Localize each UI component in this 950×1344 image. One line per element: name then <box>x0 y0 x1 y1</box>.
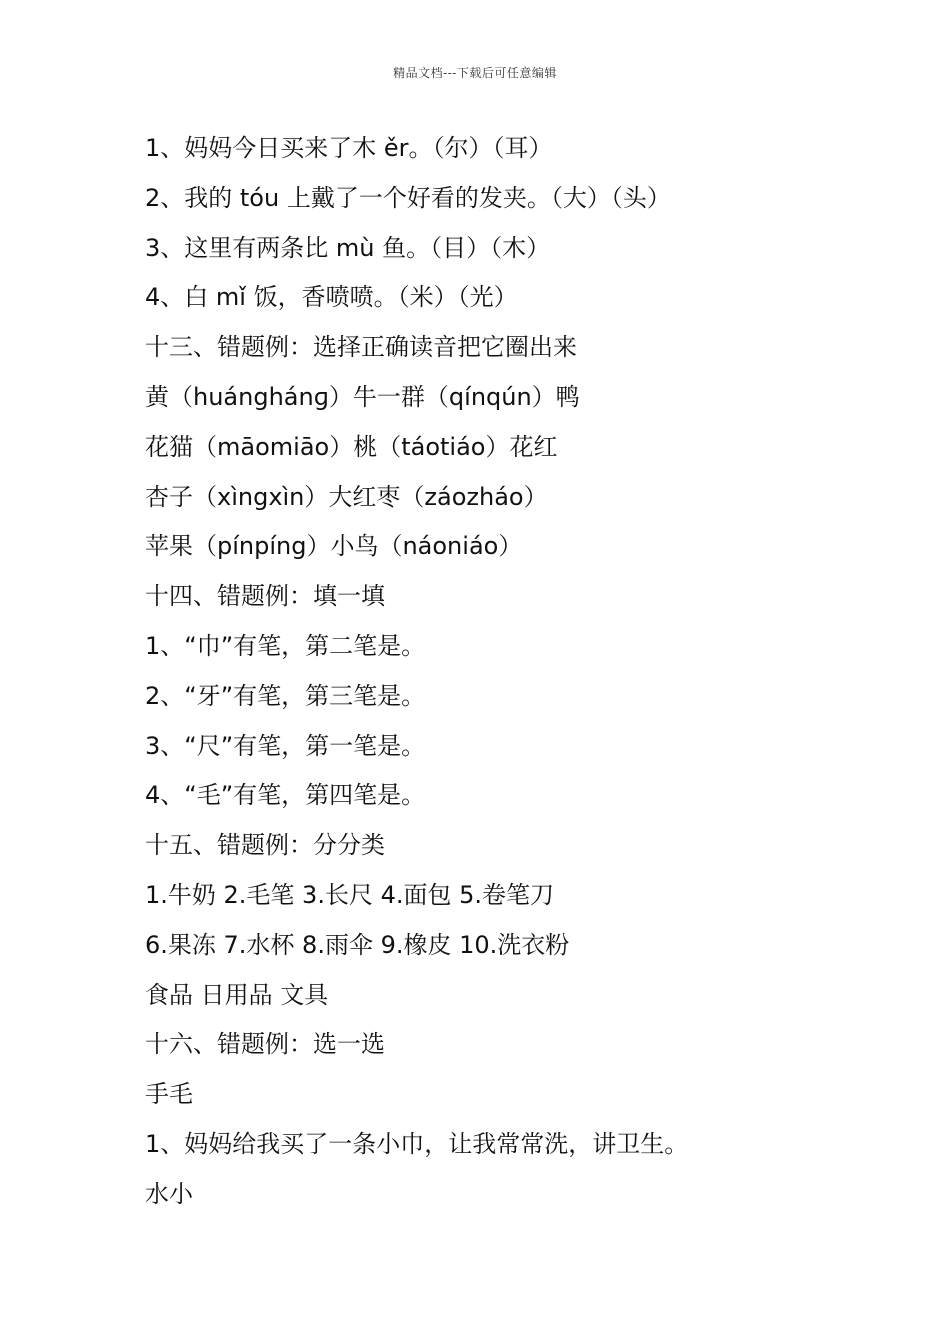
section-heading-16: 十六、错题例：选一选 <box>145 1030 385 1059</box>
pinyin-line-3: 杏子（xìngxìn）大红枣（záozháo） <box>145 482 548 511</box>
section-heading-14: 十四、错题例：填一填 <box>145 582 385 611</box>
question-line-1: 1、妈妈今日买来了木 ěr。（尔）（耳） <box>145 134 553 162</box>
stroke-question-4: 4、“毛”有笔，第四笔是。 <box>145 781 426 810</box>
stroke-question-2: 2、“牙”有笔，第三笔是。 <box>145 681 426 710</box>
choice-options-1: 手毛 <box>145 1080 193 1109</box>
pinyin-line-4: 苹果（pínpíng）小鸟（náoniáo） <box>145 532 523 561</box>
pinyin-line-2: 花猫（māomiāo）桃（táotiáo）花红 <box>145 432 558 461</box>
choice-options-2: 水小 <box>145 1179 193 1208</box>
category-line: 食品 日用品 文具 <box>145 980 329 1009</box>
stroke-question-1: 1、“巾”有笔，第二笔是。 <box>145 631 426 660</box>
question-line-4: 4、白 mǐ 饭，香喷喷。（米）（光） <box>145 283 518 312</box>
pinyin-line-1: 黄（huánghánɡ）牛一群（qínqún）鸭 <box>145 382 580 411</box>
item-list-line-1: 1.牛奶 2.毛笔 3.长尺 4.面包 5.卷笔刀 <box>145 880 555 909</box>
choice-sentence-1: 1、妈妈给我买了一条小巾，让我常常洗，讲卫生。 <box>145 1129 689 1158</box>
stroke-question-3: 3、“尺”有笔，第一笔是。 <box>145 731 426 760</box>
section-heading-15: 十五、错题例：分分类 <box>145 831 385 860</box>
question-line-2: 2、我的 tóu 上戴了一个好看的发夹。（大）（头） <box>145 183 671 212</box>
question-line-3: 3、这里有两条比 mù 鱼。（目）（木） <box>145 233 551 262</box>
page-header: 精品文档---下载后可任意编辑 <box>393 66 557 80</box>
document-body <box>145 128 905 1224</box>
section-heading-13: 十三、错题例：选择正确读音把它圈出来 <box>145 333 577 362</box>
item-list-line-2: 6.果冻 7.水杯 8.雨伞 9.橡皮 10.洗衣粉 <box>145 930 570 959</box>
